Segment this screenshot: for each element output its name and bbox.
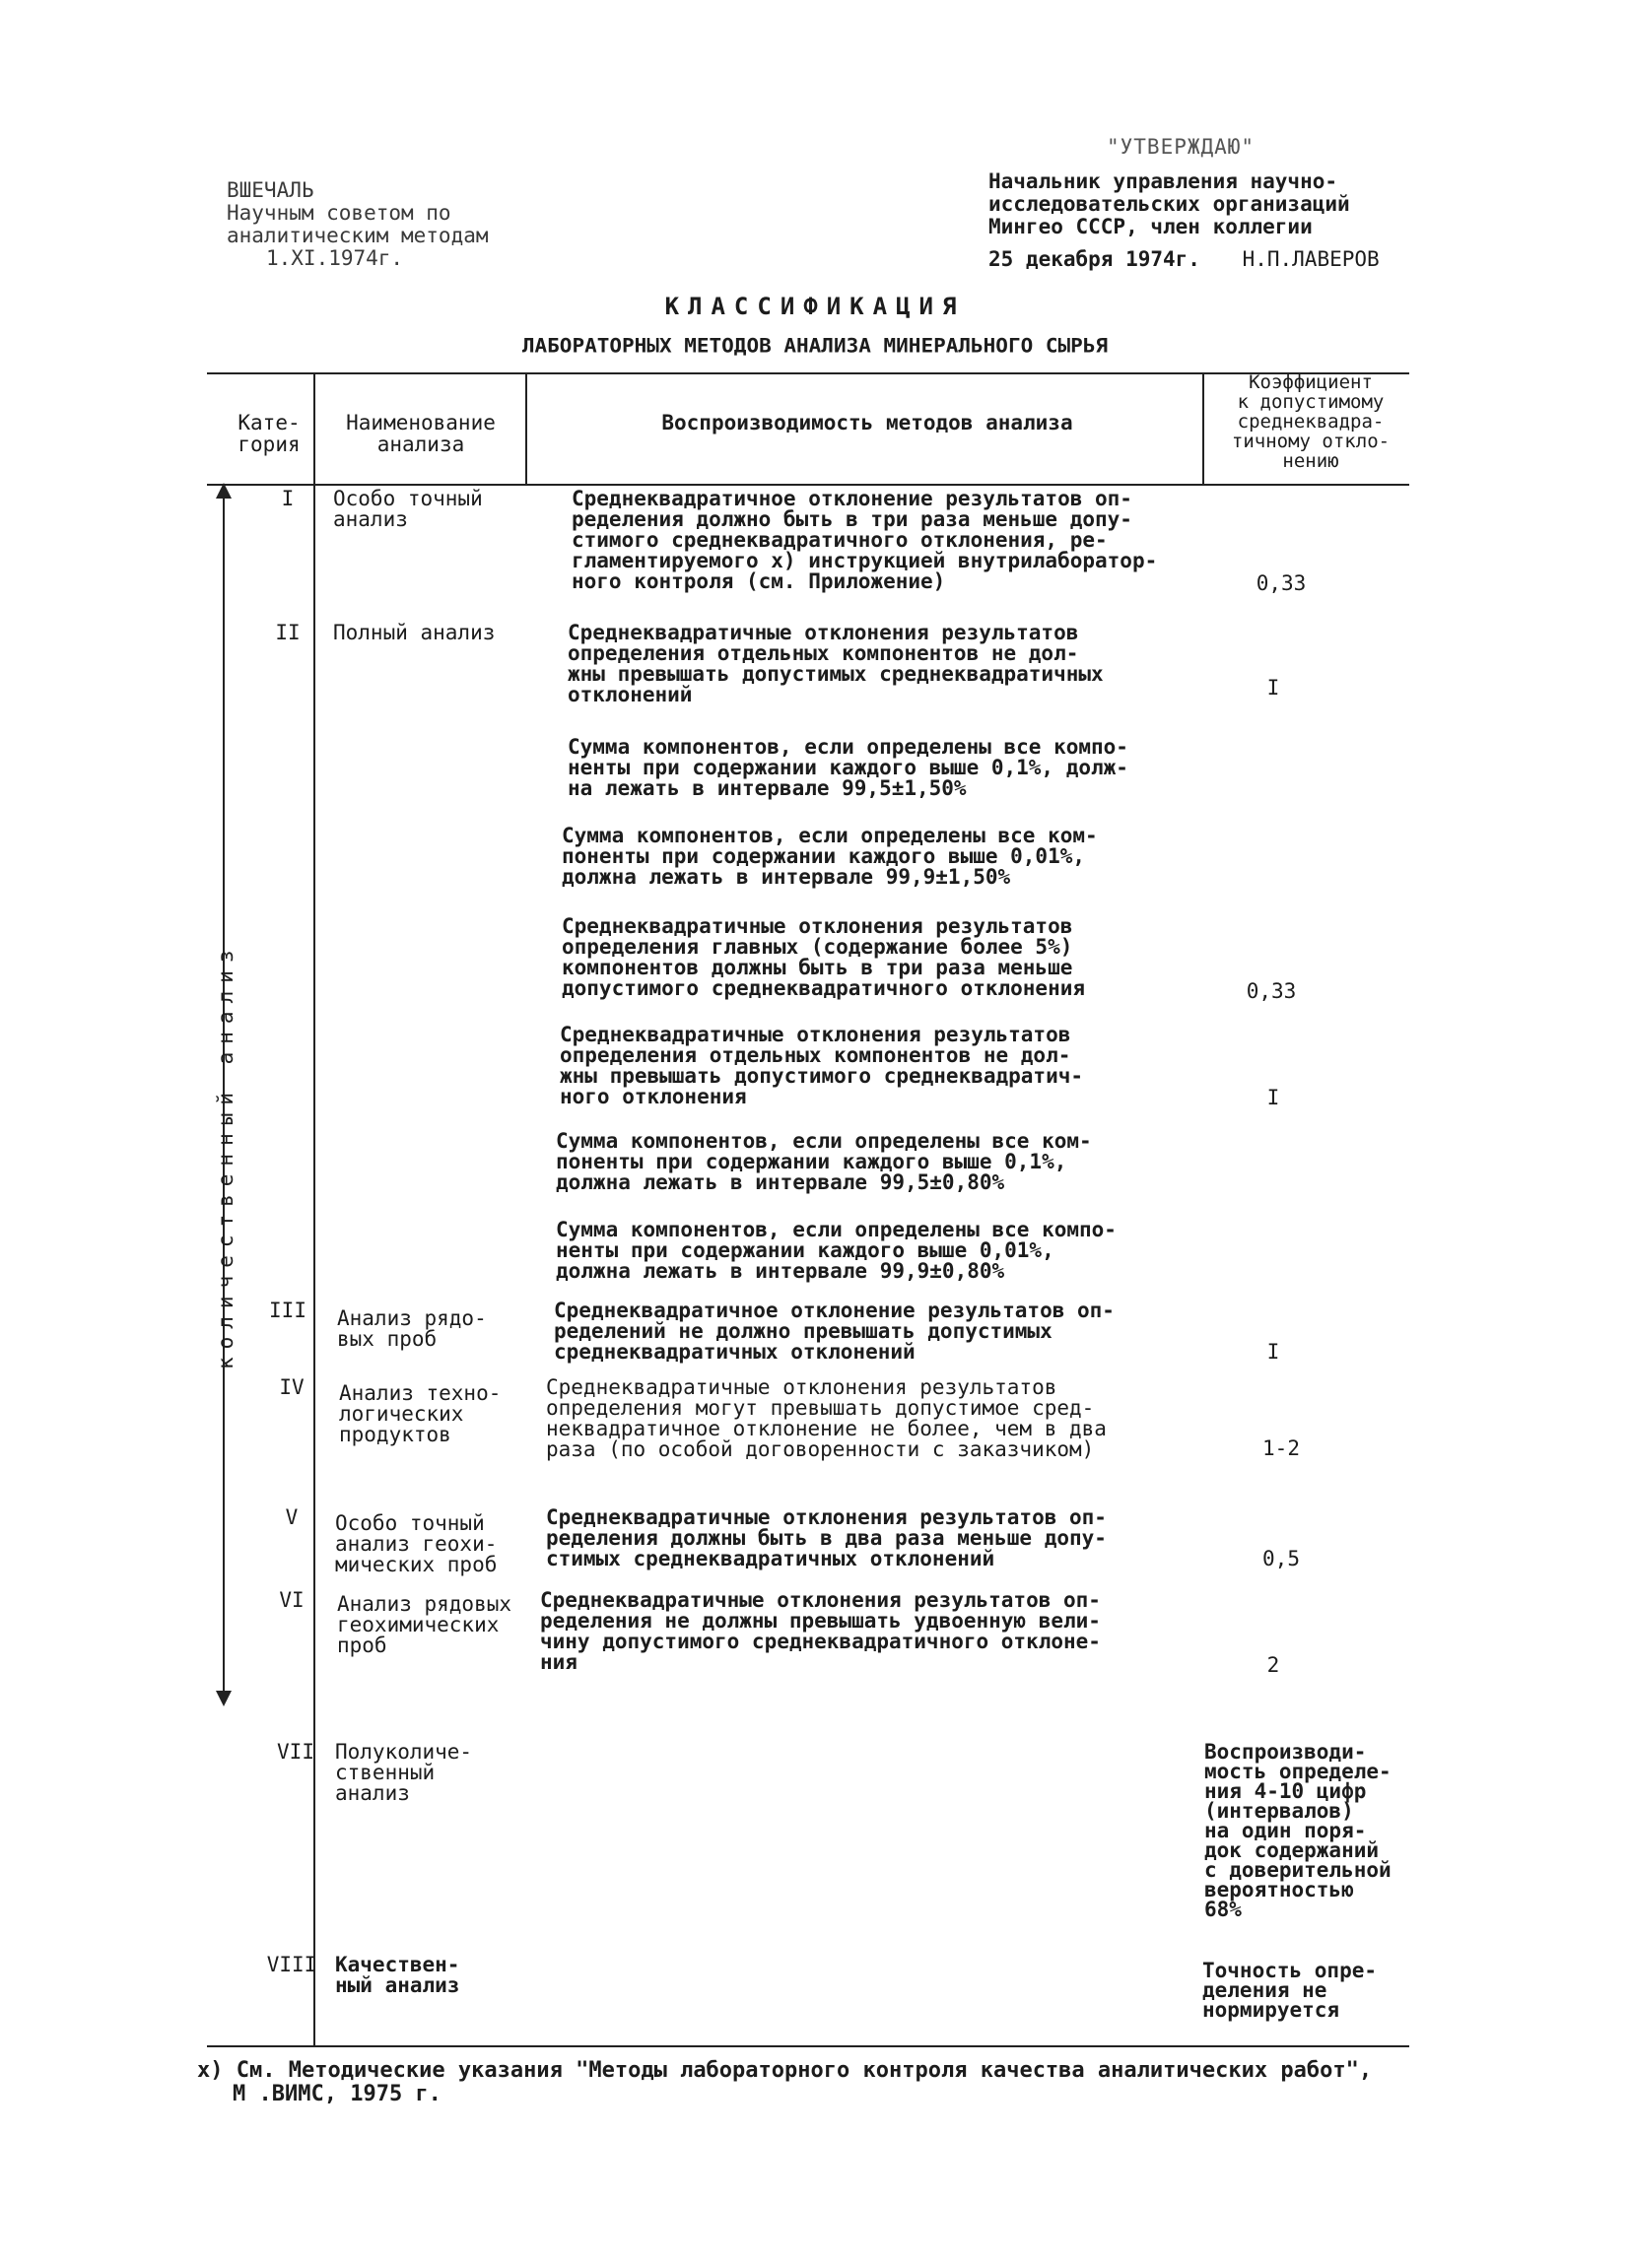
row-14-name: [335, 1955, 522, 1996]
page-title: КЛАССИФИКАЦИЯ: [664, 293, 966, 320]
row-9-name: [337, 1308, 524, 1350]
approval-date-row: [988, 248, 1380, 271]
row-13-name-line3: анализ: [335, 1781, 410, 1805]
row-11-category: V: [285, 1505, 299, 1529]
row-1-category: I: [281, 487, 295, 510]
header-coefficient-line5: нению: [1282, 450, 1339, 472]
row-6-text-line2: определения отдельных компонентов не дол-: [560, 1043, 1071, 1067]
row-13-category: VII: [277, 1740, 314, 1764]
row-13-coefficient-text: [1204, 1742, 1411, 1919]
header-category-line2: гория: [238, 433, 301, 456]
header-name-line2: анализа: [376, 433, 465, 456]
row-13-coef-line3: ния 4-10 цифр: [1204, 1779, 1367, 1803]
row-2-text: [568, 623, 1184, 705]
row-14-name-line2: ный анализ: [335, 1973, 460, 1997]
row-12-coefficient: 2: [1266, 1653, 1280, 1677]
row-1-text-line1: Среднеквадратичное отклонение результатов оп-: [572, 487, 1132, 510]
row-13-coef-line1: Воспроизводи-: [1204, 1740, 1367, 1764]
header-coefficient-line1: Коэффициент: [1249, 371, 1373, 393]
row-4-text: [562, 826, 1178, 888]
row-12-text-line2: ределения не должны превышать удвоенную вели-: [540, 1609, 1101, 1633]
row-12-name-line2: геохимических: [337, 1613, 500, 1636]
row-4-text-line3: должна лежать в интервале 99,9±1,50%: [562, 865, 1011, 889]
row-2-text-line4: отклонений: [568, 683, 693, 706]
row-10-name-line1: Анализ техно-: [339, 1381, 502, 1405]
row-13-name: [335, 1742, 522, 1804]
row-1-text: [572, 489, 1188, 592]
row-6-coefficient: I: [1266, 1086, 1280, 1109]
row-5-text-line4: допустимого среднеквадратичного отклонения: [562, 976, 1086, 1000]
row-10-name-line3: продуктов: [339, 1423, 451, 1446]
row-6-text-line3: жны превышать допустимого среднеквадратич-: [560, 1064, 1084, 1088]
row-10-text-line4: раза (по особой договоренности с заказчиком): [546, 1437, 1095, 1461]
row-13-coef-line6: док содержаний: [1204, 1838, 1380, 1862]
row-11-text-line2: ределения должны быть в два раза меньше допу-: [546, 1526, 1107, 1550]
row-3-text-line1: Сумма компонентов, если определены все компо-: [568, 735, 1128, 759]
row-10-text-line2: определения могут превышать допустимое сред-: [546, 1396, 1095, 1420]
row-12-text-line3: чину допустимого среднеквадратичного отклоне-: [540, 1630, 1101, 1653]
row-9-text-line3: среднеквадратичных отклонений: [554, 1340, 916, 1364]
vertical-label-text: количественный анализ: [214, 942, 238, 1369]
row-11-text: [546, 1507, 1162, 1569]
row-1-coefficient: 0,33: [1256, 571, 1307, 595]
row-11-name-line3: мических проб: [335, 1553, 498, 1576]
row-8-text-line1: Сумма компонентов, если определены все компо-: [556, 1218, 1117, 1241]
header-category-line1: Кате-: [238, 411, 301, 434]
row-2-text-line2: определения отдельных компонентов не дол-: [568, 641, 1079, 665]
row-2-name: [333, 623, 520, 643]
row-7-text-line1: Сумма компонентов, если определены все ком-: [556, 1129, 1092, 1153]
row-10-category: IV: [279, 1375, 305, 1399]
row-3-text-line2: ненты при содержании каждого выше 0,1%, долж-: [568, 756, 1128, 779]
footnote-line1: х) См. Методические указания "Методы лабораторного контроля качества аналитических работ",: [197, 2058, 1373, 2083]
row-13-coef-line8: вероятностью: [1204, 1878, 1354, 1901]
row-13-coef-line4: (интервалов): [1204, 1799, 1354, 1823]
row-11-text-line3: стимых среднеквадратичных отклонений: [546, 1547, 995, 1570]
row-11-name-line1: Особо точный: [335, 1511, 485, 1535]
row-1-name: [333, 489, 520, 530]
approval-signature: Н.П.ЛАВЕРОВ: [1242, 247, 1380, 271]
row-6-text-line4: ного отклонения: [560, 1085, 747, 1108]
row-8-text-line3: должна лежать в интервале 99,9±0,80%: [556, 1259, 1005, 1283]
row-2-coefficient: I: [1266, 676, 1280, 700]
row-2-text-line3: жны превышать допустимых среднеквадратичных: [568, 662, 1104, 686]
footnote: [197, 2059, 1478, 2106]
row-10-text: [546, 1377, 1162, 1460]
row-11-name: [335, 1513, 522, 1575]
row-5-text-line3: компонентов должны быть в три раза меньше: [562, 956, 1073, 979]
row-1-text-line2: ределения должно быть в три раза меньше допу-: [572, 507, 1132, 531]
approval-right-line3: Мингео СССР, член коллегии: [988, 215, 1313, 238]
row-13-coef-line7: с доверительной: [1204, 1858, 1392, 1882]
row-8-text-line2: ненты при содержании каждого выше 0,01%,: [556, 1238, 1054, 1262]
row-1-text-line3: стимого среднеквадратичного отклонения, ре-: [572, 528, 1108, 552]
header-coefficient-line3: среднеквадра-: [1237, 411, 1385, 433]
row-5-coefficient: 0,33: [1246, 979, 1297, 1003]
approval-left-line1: ВШЕЧАЛЬ: [227, 178, 314, 202]
row-10-text-line3: неквадратичное отклонение не более, чем в два: [546, 1417, 1107, 1440]
row-9-category: III: [269, 1299, 306, 1322]
approval-block-right: [988, 136, 1380, 271]
row-11-name-line2: анализ геохи-: [335, 1532, 498, 1556]
approval-right-line2: исследовательских организаций: [988, 192, 1350, 216]
row-1-name-line2: анализ: [333, 507, 408, 531]
header-coefficient-line2: к допустимому: [1237, 391, 1385, 413]
row-2-category: II: [275, 621, 301, 644]
row-1-name-line1: Особо точный: [333, 487, 483, 510]
row-7-text: [556, 1131, 1172, 1193]
approval-left-date: 1.XI.1974г.: [266, 246, 404, 270]
row-12-category: VI: [279, 1588, 305, 1612]
row-7-text-line2: поненты при содержании каждого выше 0,1%,: [556, 1150, 1067, 1173]
table-header-bottom-rule: [207, 484, 1409, 486]
row-13-coef-line9: 68%: [1204, 1898, 1242, 1921]
row-9-text-line2: ределений не должно превышать допустимых: [554, 1319, 1053, 1343]
row-5-text-line2: определения главных (содержание более 5%): [562, 935, 1073, 959]
approval-stamp: "УТВЕРЖДАЮ": [1107, 135, 1256, 159]
row-3-text-line3: на лежать в интервале 99,5±1,50%: [568, 776, 967, 800]
row-14-category: VIII: [266, 1953, 317, 1976]
header-coefficient: [1207, 372, 1414, 471]
row-9-name-line1: Анализ рядо-: [337, 1306, 487, 1330]
row-5-text: [562, 916, 1178, 999]
row-12-name-line3: проб: [337, 1634, 387, 1657]
row-8-text: [556, 1220, 1172, 1282]
row-12-text-line1: Среднеквадратичные отклонения результатов оп-: [540, 1588, 1101, 1612]
row-6-text-line1: Среднеквадратичные отклонения результатов: [560, 1023, 1071, 1046]
row-10-name: [339, 1383, 526, 1445]
row-11-text-line1: Среднеквадратичные отклонения результатов оп-: [546, 1505, 1107, 1529]
row-2-name-line1: Полный анализ: [333, 621, 496, 644]
approval-date: 25 декабря 1974г.: [988, 247, 1200, 271]
row-13-name-line2: ственный: [335, 1761, 436, 1784]
row-13-coef-line5: на один поря-: [1204, 1819, 1367, 1842]
table-bottom-rule: [207, 2045, 1409, 2047]
header-name: [317, 412, 524, 455]
table-divider-2: [525, 372, 527, 486]
header-reproducibility: Воспроизводимость методов анализа: [661, 411, 1073, 434]
row-12-name: [337, 1594, 524, 1656]
row-3-text: [568, 737, 1184, 799]
row-10-name-line2: логических: [339, 1402, 464, 1426]
row-9-coefficient: I: [1266, 1340, 1280, 1364]
row-12-text: [540, 1590, 1156, 1673]
row-9-name-line2: вых проб: [337, 1327, 438, 1351]
approval-left-line3: аналитическим методам: [227, 224, 489, 247]
footnote-line2: М .ВИМС, 1975 г.: [233, 2082, 441, 2106]
row-14-coef-line3: нормируется: [1202, 1998, 1340, 2022]
row-4-text-line2: поненты при содержании каждого выше 0,01%,: [562, 844, 1086, 868]
row-5-text-line1: Среднеквадратичные отклонения результатов: [562, 914, 1073, 938]
row-6-text: [560, 1025, 1176, 1107]
row-11-coefficient: 0,5: [1262, 1547, 1300, 1570]
vertical-label: [215, 818, 244, 1369]
header-category: [225, 412, 313, 455]
row-14-name-line1: Качествен-: [335, 1953, 460, 1976]
row-12-text-line4: ния: [540, 1650, 577, 1674]
row-14-coef-line2: деления не: [1202, 1978, 1327, 2002]
page-subtitle: ЛАБОРАТОРНЫХ МЕТОДОВ АНАЛИЗА МИНЕРАЛЬНОГО СЫРЬЯ: [521, 334, 1109, 358]
arrow-head-top: [216, 483, 232, 499]
header-coefficient-line4: тичному откло-: [1231, 431, 1391, 452]
row-2-text-line1: Среднеквадратичные отклонения результатов: [568, 621, 1079, 644]
approval-left-line2: Научным советом по: [227, 201, 451, 225]
row-1-text-line5: ного контроля (см. Приложение): [572, 569, 946, 593]
row-14-coefficient-text: [1202, 1961, 1409, 2020]
row-14-coef-line1: Точность опре-: [1202, 1959, 1378, 1982]
row-7-text-line3: должна лежать в интервале 99,5±0,80%: [556, 1170, 1005, 1194]
row-10-text-line1: Среднеквадратичные отклонения результатов: [546, 1375, 1057, 1399]
row-9-text-line1: Среднеквадратичное отклонение результатов оп-: [554, 1299, 1115, 1322]
row-12-name-line1: Анализ рядовых: [337, 1592, 512, 1616]
row-9-text: [554, 1301, 1170, 1363]
header-name-line1: Наименование: [346, 411, 496, 434]
row-1-text-line4: гламентируемого х) инструкцией внутрилаборатор-: [572, 549, 1158, 572]
row-4-text-line1: Сумма компонентов, если определены все ком-: [562, 824, 1098, 847]
row-13-coef-line2: мость определе-: [1204, 1760, 1392, 1783]
approval-block-left: [227, 179, 489, 270]
row-10-coefficient: 1-2: [1262, 1436, 1300, 1460]
row-13-name-line1: Полуколиче-: [335, 1740, 473, 1764]
approval-right-line1: Начальник управления научно-: [988, 169, 1338, 193]
table-divider-3: [1202, 372, 1204, 486]
arrow-head-bottom: [216, 1691, 232, 1706]
